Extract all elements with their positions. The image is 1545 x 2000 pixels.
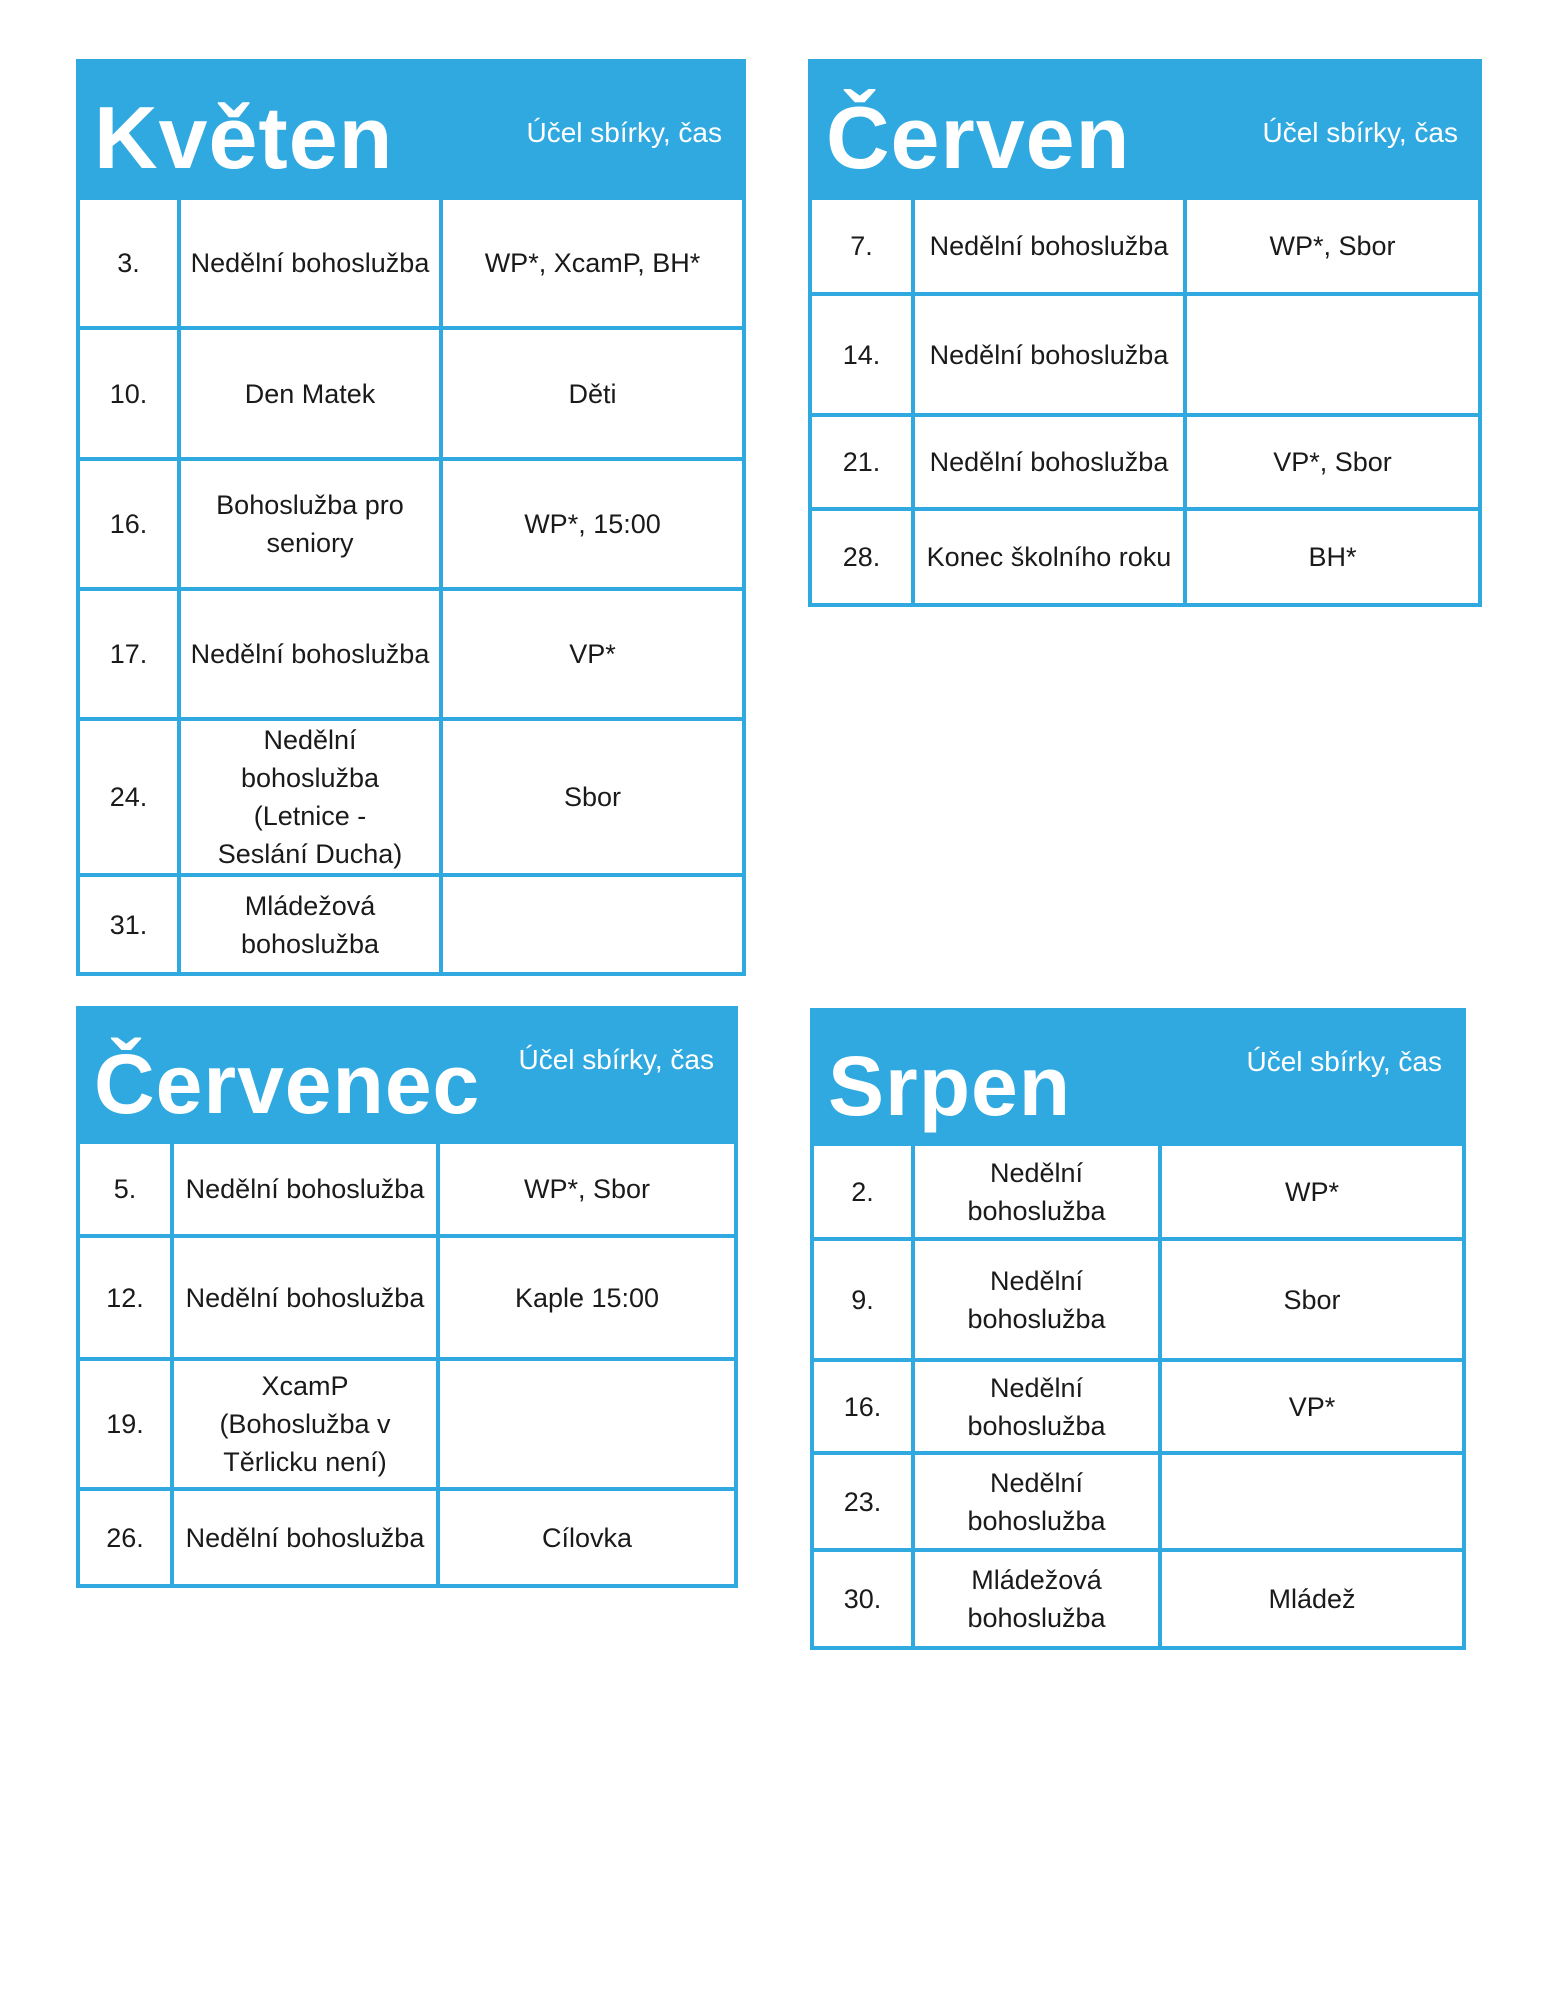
event-cell: Konec školního roku bbox=[913, 509, 1185, 605]
column-caption: Účel sbírky, čas bbox=[1262, 117, 1458, 148]
month-title: Červen bbox=[826, 88, 1131, 187]
table-row bbox=[812, 1550, 1464, 1648]
table-row bbox=[812, 1360, 1464, 1453]
date-cell: 2. bbox=[812, 1144, 913, 1239]
event-cell: Nedělní bohoslužba bbox=[179, 589, 441, 719]
date-cell: 14. bbox=[810, 294, 913, 415]
month-card-srpen bbox=[810, 1008, 1466, 1650]
table-row bbox=[78, 328, 744, 459]
month-card-cerven bbox=[808, 59, 1482, 607]
event-cell: Nedělní bohoslužba bbox=[913, 415, 1185, 509]
event-cell: Mládežová bohoslužba bbox=[179, 875, 441, 974]
date-cell: 23. bbox=[812, 1453, 913, 1550]
event-cell: Nedělní bohoslužba (Letnice - Seslání Ducha) bbox=[179, 719, 441, 875]
event-cell: Nedělní bohoslužba bbox=[913, 198, 1185, 294]
date-cell: 31. bbox=[78, 875, 179, 974]
table-row bbox=[78, 198, 744, 328]
collection-cell: Cílovka bbox=[438, 1489, 736, 1586]
event-cell: Nedělní bohoslužba bbox=[913, 1239, 1160, 1360]
table-row bbox=[810, 294, 1480, 415]
month-card-kveten bbox=[76, 59, 746, 976]
column-caption: Účel sbírky, čas bbox=[518, 1044, 714, 1075]
collection-cell: WP*, Sbor bbox=[438, 1142, 736, 1236]
date-cell: 12. bbox=[78, 1236, 172, 1359]
table-row bbox=[810, 415, 1480, 509]
date-cell: 28. bbox=[810, 509, 913, 605]
collection-cell: BH* bbox=[1185, 509, 1480, 605]
date-cell: 5. bbox=[78, 1142, 172, 1236]
date-cell: 26. bbox=[78, 1489, 172, 1586]
collection-cell: Sbor bbox=[1160, 1239, 1464, 1360]
collection-cell: VP* bbox=[1160, 1360, 1464, 1453]
schedule-table bbox=[808, 196, 1482, 607]
table-row bbox=[78, 589, 744, 719]
date-cell: 24. bbox=[78, 719, 179, 875]
collection-cell: Děti bbox=[441, 328, 744, 459]
table-row bbox=[78, 1489, 736, 1586]
collection-cell: Sbor bbox=[441, 719, 744, 875]
event-cell: Nedělní bohoslužba bbox=[172, 1142, 438, 1236]
date-cell: 9. bbox=[812, 1239, 913, 1360]
collection-cell bbox=[1160, 1453, 1464, 1550]
table-row bbox=[78, 459, 744, 589]
month-header bbox=[76, 59, 746, 196]
month-card-cervenec bbox=[76, 1006, 738, 1588]
event-cell: Nedělní bohoslužba bbox=[179, 198, 441, 328]
month-header bbox=[76, 1006, 738, 1140]
schedule-table bbox=[76, 1140, 738, 1588]
table-row bbox=[78, 1142, 736, 1236]
collection-cell: Mládež bbox=[1160, 1550, 1464, 1648]
collection-cell: WP* bbox=[1160, 1144, 1464, 1239]
event-cell: Bohoslužba pro seniory bbox=[179, 459, 441, 589]
collection-cell: WP*, 15:00 bbox=[441, 459, 744, 589]
collection-cell bbox=[1185, 294, 1480, 415]
date-cell: 3. bbox=[78, 198, 179, 328]
schedule-table bbox=[76, 196, 746, 976]
month-header bbox=[810, 1008, 1466, 1142]
table-row bbox=[810, 198, 1480, 294]
date-cell: 17. bbox=[78, 589, 179, 719]
table-row bbox=[78, 1359, 736, 1489]
collection-cell bbox=[441, 875, 744, 974]
date-cell: 21. bbox=[810, 415, 913, 509]
column-caption: Účel sbírky, čas bbox=[526, 117, 722, 148]
event-cell: Nedělní bohoslužba bbox=[172, 1236, 438, 1359]
date-cell: 16. bbox=[812, 1360, 913, 1453]
collection-cell: VP* bbox=[441, 589, 744, 719]
event-cell: Nedělní bohoslužba bbox=[913, 294, 1185, 415]
schedule-table bbox=[810, 1142, 1466, 1650]
date-cell: 19. bbox=[78, 1359, 172, 1489]
month-title: Srpen bbox=[828, 1039, 1072, 1133]
date-cell: 7. bbox=[810, 198, 913, 294]
date-cell: 10. bbox=[78, 328, 179, 459]
event-cell: Nedělní bohoslužba bbox=[172, 1489, 438, 1586]
event-cell: Mládežová bohoslužba bbox=[913, 1550, 1160, 1648]
collection-cell: WP*, Sbor bbox=[1185, 198, 1480, 294]
table-row bbox=[78, 1236, 736, 1359]
collection-cell: Kaple 15:00 bbox=[438, 1236, 736, 1359]
event-cell: Den Matek bbox=[179, 328, 441, 459]
event-cell: Nedělní bohoslužba bbox=[913, 1144, 1160, 1239]
collection-cell: VP*, Sbor bbox=[1185, 415, 1480, 509]
event-cell: Nedělní bohoslužba bbox=[913, 1360, 1160, 1453]
table-row bbox=[812, 1453, 1464, 1550]
table-row bbox=[78, 719, 744, 875]
table-row bbox=[78, 875, 744, 974]
collection-cell: WP*, XcamP, BH* bbox=[441, 198, 744, 328]
collection-cell bbox=[438, 1359, 736, 1489]
month-title: Květen bbox=[94, 88, 394, 187]
date-cell: 16. bbox=[78, 459, 179, 589]
event-cell: Nedělní bohoslužba bbox=[913, 1453, 1160, 1550]
month-header bbox=[808, 59, 1482, 196]
month-title: Červenec bbox=[94, 1037, 481, 1131]
column-caption: Účel sbírky, čas bbox=[1246, 1046, 1442, 1077]
table-row bbox=[812, 1239, 1464, 1360]
table-row bbox=[812, 1144, 1464, 1239]
date-cell: 30. bbox=[812, 1550, 913, 1648]
table-row bbox=[810, 509, 1480, 605]
event-cell: XcamP (Bohoslužba v Těrlicku není) bbox=[172, 1359, 438, 1489]
